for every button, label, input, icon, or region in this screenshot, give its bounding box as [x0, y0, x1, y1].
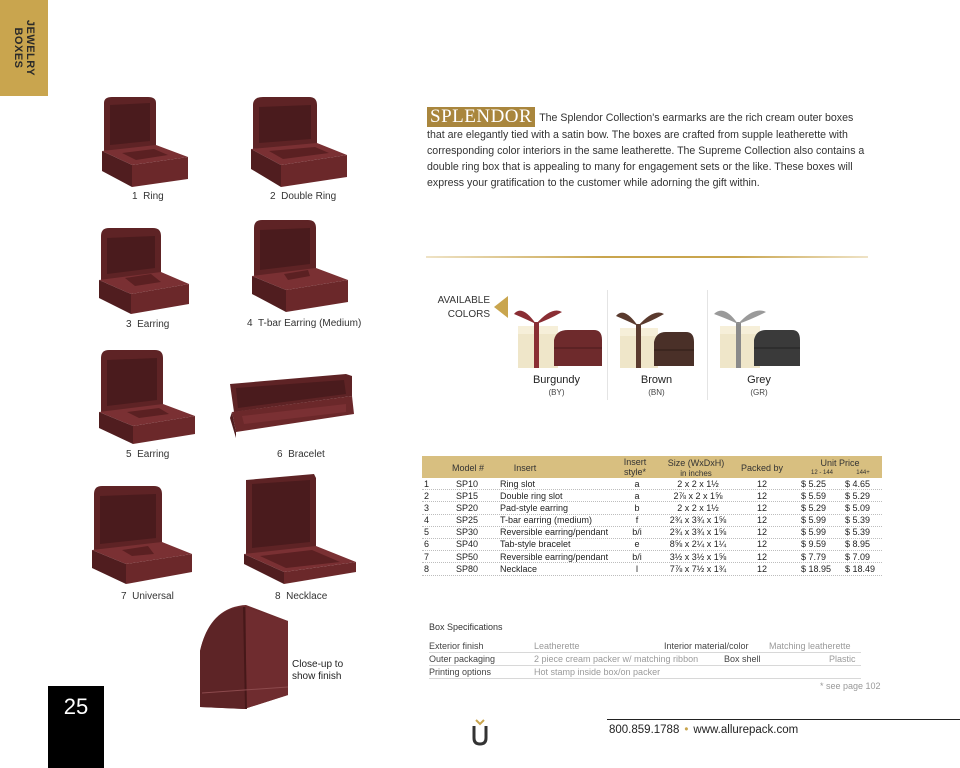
footnote: * see page 102 [820, 681, 881, 691]
row-model: SP40 [456, 539, 479, 550]
row-number: 4 [424, 515, 430, 526]
phone-number: 800.859.1788 [609, 724, 680, 736]
row-model: SP50 [456, 551, 479, 562]
row-size: 8⅝ x 2¼ x 1¼ [669, 539, 727, 550]
burgundy-box-image [506, 302, 606, 382]
box-specifications [429, 622, 861, 679]
row-price-tier-1: $ 5.59 [801, 490, 827, 501]
product-caption-8: 8 Necklace [275, 591, 328, 602]
row-number: 7 [424, 551, 430, 562]
row-packed: 12 [756, 551, 767, 562]
separator-dot: • [684, 724, 689, 736]
header-model: Model # [451, 463, 485, 473]
row-packed: 12 [756, 527, 767, 538]
color-code-burgundy: (BY) [548, 388, 565, 397]
row-price-tier-2: $ 5.29 [845, 490, 871, 501]
row-insert: T-bar earring (medium) [500, 515, 593, 526]
specs-title: Box Specifications [429, 622, 503, 632]
row-price-tier-2: $ 4.65 [845, 478, 871, 489]
row-insert: Reversible earring/pendant [500, 551, 609, 562]
row-insert: Reversible earring/pendant [500, 527, 609, 538]
table-row [422, 551, 882, 563]
row-style: b/i [632, 527, 642, 538]
footer-contact [609, 724, 798, 736]
row-size: 2¾ x 3¾ x 1⅝ [669, 515, 727, 526]
color-swatch-grey [708, 290, 810, 400]
spec-row [429, 653, 861, 666]
spec-value: Leatherette [534, 641, 580, 651]
brown-box-image [606, 302, 706, 382]
closeup-finish-image [190, 603, 292, 713]
product-image-universal [88, 484, 196, 586]
spec-row [429, 640, 861, 653]
allure-logo-icon [470, 718, 490, 746]
row-price-tier-2: $ 5.39 [845, 527, 871, 538]
specs-body [429, 640, 861, 679]
row-model: SP80 [456, 563, 479, 574]
spec-key: Printing options [429, 667, 492, 677]
row-price-tier-1: $ 18.95 [801, 563, 832, 574]
spec-value: Hot stamp inside box/on packer [534, 667, 661, 677]
table-row [422, 563, 882, 575]
row-price-tier-2: $ 7.09 [845, 551, 871, 562]
header-size: Size (WxDxH) in inches [667, 458, 725, 478]
page-number-box [48, 686, 104, 768]
row-size: 2⅞ x 2 x 1⅝ [673, 490, 723, 501]
product-caption-6: 6 Bracelet [277, 449, 325, 460]
table-row [422, 539, 882, 551]
closeup-label: Close-up to show finish [292, 659, 344, 682]
row-insert: Ring slot [500, 478, 536, 489]
row-model: SP20 [456, 502, 479, 513]
color-name-brown: Brown [640, 374, 673, 386]
row-style: a [634, 478, 640, 489]
spec-key-2: Interior material/color [664, 641, 749, 651]
product-caption-5: 5 Earring [126, 449, 170, 460]
table-row [422, 502, 882, 514]
row-packed: 12 [756, 478, 767, 489]
row-insert: Double ring slot [500, 490, 563, 501]
row-size: 2 x 2 x 1½ [677, 478, 719, 489]
section-tab-label [12, 20, 36, 76]
color-swatch-burgundy [506, 290, 608, 400]
table-row [422, 478, 882, 490]
row-model: SP15 [456, 490, 479, 501]
row-price-tier-2: $ 5.39 [845, 515, 871, 526]
row-style: b [634, 502, 640, 513]
row-style: f [635, 515, 639, 526]
product-image-double-ring [245, 95, 350, 190]
row-style: b/i [632, 551, 642, 562]
row-number: 6 [424, 539, 430, 550]
row-price-tier-2: $ 5.09 [845, 502, 871, 513]
header-insert: Insert [513, 463, 537, 473]
row-style: l [636, 563, 638, 574]
collection-description: The Splendor Collection's earmarks are the rich cream outer boxes that are elegantly tied with a satin bow. The boxes are crafted from supple leatherette with corresponding color interiors in the same leatherette. The Supreme Collection also contains a double ring box that is appealing to many for engagement sets or the like. These boxes will express your gratification to the customer while adorning the gift within. [427, 112, 865, 189]
row-model: SP10 [456, 478, 479, 489]
row-insert: Pad-style earring [500, 502, 569, 513]
product-image-necklace [240, 474, 360, 586]
product-image-ring [92, 95, 192, 190]
product-image-earring [95, 226, 193, 318]
spec-key-2: Box shell [724, 654, 761, 664]
product-caption-1: 1 Ring [132, 191, 164, 202]
row-model: SP25 [456, 515, 479, 526]
table-row [422, 515, 882, 527]
row-number: 5 [424, 527, 430, 538]
product-image-earring-2 [97, 348, 199, 446]
table-row [422, 527, 882, 539]
spec-value: 2 piece cream packer w/ matching ribbon [534, 654, 699, 664]
color-swatch-brown [606, 290, 708, 400]
row-number: 3 [424, 502, 430, 513]
spec-value-2: Matching leatherette [769, 641, 851, 651]
header-price: Unit Price [820, 458, 860, 468]
section-tab-line1: JEWELRY [24, 19, 36, 77]
header-style: Insert style* [623, 457, 647, 477]
row-price-tier-1: $ 5.25 [801, 478, 827, 489]
header-price-tier-1: 12 - 144 [810, 470, 834, 476]
row-price-tier-1: $ 5.29 [801, 502, 827, 513]
row-price-tier-2: $ 18.49 [845, 563, 876, 574]
row-packed: 12 [756, 502, 767, 513]
row-insert: Tab-style bracelet [500, 539, 571, 550]
row-packed: 12 [756, 490, 767, 501]
product-caption-4: 4 T-bar Earring (Medium) [247, 318, 362, 329]
gold-divider [426, 256, 868, 258]
row-packed: 12 [756, 563, 767, 574]
color-name-burgundy: Burgundy [532, 374, 581, 386]
row-style: e [634, 539, 640, 550]
product-caption-3: 3 Earring [126, 319, 170, 330]
row-price-tier-1: $ 5.99 [801, 515, 827, 526]
page-number: 25 [63, 694, 89, 719]
table-row [422, 490, 882, 502]
available-colors-label: AVAILABLE COLORS [437, 295, 490, 320]
row-number: 2 [424, 490, 430, 501]
row-size: 2 x 2 x 1½ [677, 502, 719, 513]
section-tab-line2: BOXES [12, 27, 24, 69]
grey-box-image [708, 302, 808, 382]
color-code-brown: (BN) [648, 388, 665, 397]
pricing-table [422, 456, 882, 576]
color-code-grey: (GR) [750, 388, 768, 397]
row-number: 8 [424, 563, 430, 574]
row-size: 7⅞ x 7½ x 1¾ [669, 563, 727, 574]
row-model: SP30 [456, 527, 479, 538]
collection-intro [427, 107, 867, 191]
row-size: 3½ x 3½ x 1⅝ [669, 551, 727, 562]
header-packed: Packed by [740, 463, 784, 473]
website-link[interactable]: www.allurepack.com [693, 724, 799, 736]
row-price-tier-2: $ 8.95 [845, 539, 871, 550]
row-price-tier-1: $ 5.99 [801, 527, 827, 538]
product-caption-2: 2 Double Ring [270, 191, 337, 202]
spec-key: Exterior finish [429, 641, 484, 651]
collection-brand: SPLENDOR [427, 107, 535, 127]
header-price-tier-2: 144+ [856, 470, 870, 476]
row-price-tier-1: $ 7.79 [801, 551, 827, 562]
product-caption-7: 7 Universal [121, 591, 174, 602]
row-style: a [634, 490, 640, 501]
color-name-grey: Grey [747, 374, 771, 386]
row-packed: 12 [756, 539, 767, 550]
spec-row [429, 666, 861, 679]
row-price-tier-1: $ 9.59 [801, 539, 827, 550]
table-header [422, 456, 882, 478]
footer-rule [607, 719, 960, 720]
product-image-bracelet [226, 372, 356, 440]
row-size: 2¾ x 3¾ x 1⅝ [669, 527, 727, 538]
row-packed: 12 [756, 515, 767, 526]
spec-value-2: Plastic [829, 654, 856, 664]
row-insert: Necklace [500, 563, 538, 574]
section-tab [0, 0, 48, 96]
spec-key: Outer packaging [429, 654, 496, 664]
table-body [422, 478, 882, 576]
product-image-tbar-earring [248, 218, 352, 314]
row-number: 1 [424, 478, 430, 489]
